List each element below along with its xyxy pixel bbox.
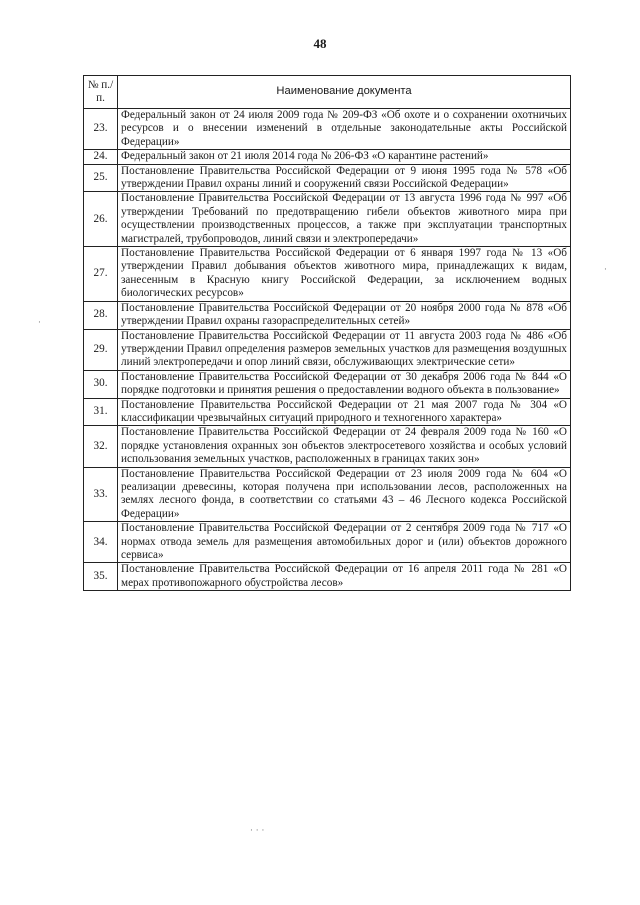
table-row xyxy=(84,247,571,302)
table-row xyxy=(84,522,571,563)
table-row xyxy=(84,150,571,164)
scan-speck: · · · xyxy=(250,826,265,836)
table-row xyxy=(84,398,571,426)
table-row xyxy=(84,164,571,192)
table-row xyxy=(84,301,571,329)
table-row xyxy=(84,109,571,150)
table-row xyxy=(84,563,571,591)
document-name: Постановление Правительства Российской Федерации от 23 июля 2009 года № 604 «О реализации древесины, которая получена при использовании лесов, расположенных на землях лесного фонда, в соответствии со статьями 43 – 46 Лесного кодекса Российской Федерации» xyxy=(118,467,571,522)
row-number: 28. xyxy=(84,301,118,329)
header-number: № п./п. xyxy=(84,76,118,109)
table-row xyxy=(84,329,571,370)
document-name: Постановление Правительства Российской Федерации от 9 июня 1995 года № 578 «Об утверждении Правил охраны линий и сооружений связи Российской Федерации» xyxy=(118,164,571,192)
document-name: Постановление Правительства Российской Федерации от 30 декабря 2006 года № 844 «О порядке подготовки и принятия решения о предоставлении водного объекта в пользование» xyxy=(118,370,571,398)
row-number: 35. xyxy=(84,563,118,591)
document-name: Постановление Правительства Российской Федерации от 24 февраля 2009 года № 160 «О порядке установления охранных зон объектов электросетевого хозяйства и особых условий использования земельных участков, расположенных в границах таких зон» xyxy=(118,426,571,467)
row-number: 25. xyxy=(84,164,118,192)
header-document-name: Наименование документа xyxy=(118,76,571,109)
document-name: Постановление Правительства Российской Федерации от 16 апреля 2011 года № 281 «О мерах противопожарного обустройства лесов» xyxy=(118,563,571,591)
document-name: Постановление Правительства Российской Федерации от 2 сентября 2009 года № 717 «О нормах отвода земель для размещения автомобильных дорог и (или) объектов дорожного сервиса» xyxy=(118,522,571,563)
row-number: 29. xyxy=(84,329,118,370)
row-number: 32. xyxy=(84,426,118,467)
table-row xyxy=(84,467,571,522)
row-number: 26. xyxy=(84,192,118,247)
scan-speck: · xyxy=(38,318,41,328)
document-name: Постановление Правительства Российской Федерации от 11 августа 2003 года № 486 «Об утверждении Правил определения размеров земельных участков для размещения воздушных линий электропередачи и опор линий связи, обслуживающих электрические сети» xyxy=(118,329,571,370)
documents-table xyxy=(83,75,571,591)
table-row xyxy=(84,370,571,398)
row-number: 30. xyxy=(84,370,118,398)
document-name: Постановление Правительства Российской Федерации от 20 ноября 2000 года № 878 «Об утверждении Правил охраны газораспределительных сетей» xyxy=(118,301,571,329)
row-number: 27. xyxy=(84,247,118,302)
document-name: Постановление Правительства Российской Федерации от 21 мая 2007 года № 304 «О классификации чрезвычайных ситуаций природного и техногенного характера» xyxy=(118,398,571,426)
table-row xyxy=(84,426,571,467)
document-name: Федеральный закон от 24 июля 2009 года № 209-ФЗ «Об охоте и о сохранении охотничьих ресурсов и о внесении изменений в отдельные законодательные акты Российской Федерации» xyxy=(118,109,571,150)
page-number: 48 xyxy=(313,36,327,51)
table-header-row xyxy=(84,76,571,109)
scan-speck: · xyxy=(604,265,607,275)
document-name: Постановление Правительства Российской Федерации от 13 августа 1996 года № 997 «Об утверждении Требований по предотвращению гибели объектов животного мира при осуществлении производственных процессов, а также при эксплуатации транспортных магистралей, трубопроводов, линий связи и электропередачи» xyxy=(118,192,571,247)
document-name: Федеральный закон от 21 июля 2014 года № 206-ФЗ «О карантине растений» xyxy=(118,150,571,164)
row-number: 34. xyxy=(84,522,118,563)
table-row xyxy=(84,192,571,247)
document-name: Постановление Правительства Российской Федерации от 6 января 1997 года № 13 «Об утверждении Правил добывания объектов животного мира, принадлежащих к видам, занесенным в Красную книгу Российской Федерации, за исключением водных биологических ресурсов» xyxy=(118,247,571,302)
row-number: 23. xyxy=(84,109,118,150)
row-number: 31. xyxy=(84,398,118,426)
row-number: 33. xyxy=(84,467,118,522)
row-number: 24. xyxy=(84,150,118,164)
